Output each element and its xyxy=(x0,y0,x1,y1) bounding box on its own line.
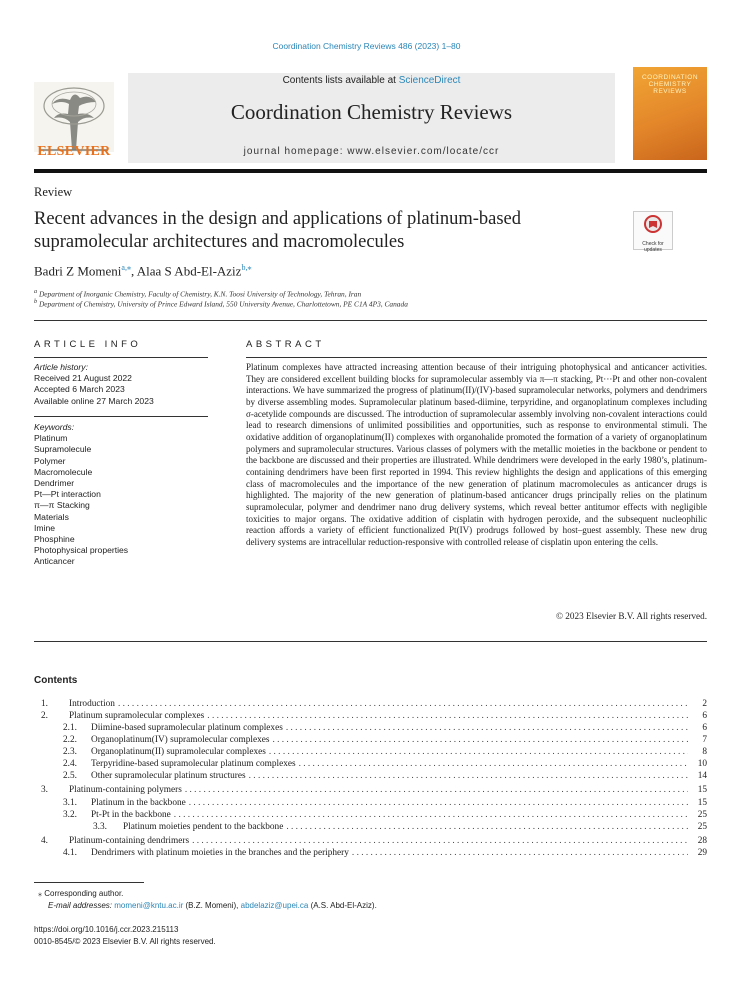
toc-row[interactable] xyxy=(34,699,707,711)
toc-number: 2.3. xyxy=(63,747,77,757)
contents-available-line xyxy=(128,75,615,86)
toc-title: Organoplatinum(IV) supramolecular complexes xyxy=(91,735,270,745)
corresponding-author-note: ⁎ Corresponding author. xyxy=(38,889,124,898)
toc-page: 6 xyxy=(702,723,707,733)
abstract-end-rule xyxy=(34,641,707,642)
keyword: Phosphine xyxy=(34,534,75,545)
toc-number: 3. xyxy=(41,785,48,795)
toc-row[interactable] xyxy=(34,771,707,783)
toc-page: 6 xyxy=(702,711,707,721)
email-label: E-mail addresses: xyxy=(48,901,115,910)
author-line xyxy=(34,263,251,279)
toc-number: 2. xyxy=(41,711,48,721)
cover-title: COORDINATION CHEMISTRY REVIEWS xyxy=(641,74,699,95)
toc-leader xyxy=(185,785,688,795)
abstract-rule xyxy=(246,357,707,358)
toc-leader xyxy=(352,848,688,858)
toc-page: 2 xyxy=(702,699,707,709)
doi-link[interactable]: https://doi.org/10.1016/j.ccr.2023.215113 xyxy=(34,925,179,934)
toc-number: 4. xyxy=(41,836,48,846)
toc-number: 1. xyxy=(41,699,48,709)
keywords-label: Keywords: xyxy=(34,422,75,432)
toc-number: 3.1. xyxy=(63,798,77,808)
toc-page: 28 xyxy=(697,836,707,846)
toc-title: Introduction xyxy=(69,699,115,709)
author-abd-el-aziz: Alaa S Abd-El-Aziz xyxy=(136,263,242,279)
email-abdelaziz-name: (A.S. Abd-El-Aziz). xyxy=(308,901,377,910)
author-momeni-affil[interactable]: a,⁎ xyxy=(121,263,131,272)
toc-title: Organoplatinum(II) supramolecular complexes xyxy=(91,747,266,757)
toc-title: Platinum-containing polymers xyxy=(69,785,182,795)
abstract-copyright: © 2023 Elsevier B.V. All rights reserved. xyxy=(556,611,707,621)
journal-title: Coordination Chemistry Reviews xyxy=(230,100,513,124)
keyword: Macromolecule xyxy=(34,466,93,477)
homepage-prefix: journal homepage: xyxy=(243,146,348,157)
keyword: Polymer xyxy=(34,455,66,466)
toc-number: 2.4. xyxy=(63,759,77,769)
toc-row[interactable] xyxy=(34,711,707,723)
toc-leader xyxy=(286,822,688,832)
keyword: Materials xyxy=(34,511,69,522)
header-rule xyxy=(34,169,707,173)
toc-leader xyxy=(286,723,688,733)
toc-leader xyxy=(299,759,688,769)
toc-title: Platinum-containing dendrimers xyxy=(69,836,190,846)
toc-page: 7 xyxy=(702,735,707,745)
online-date: Available online 27 March 2023 xyxy=(34,395,154,406)
email-abdelaziz-link[interactable]: abdelaziz@upei.ca xyxy=(240,901,309,910)
affiliation-a-sup: a xyxy=(34,289,38,295)
abstract-text: Platinum complexes have attracted increasing attention because of their intriguing photophysical and anticancer activities. They are considered excellent building blocks for supramolecular assembly via π—π stacking, Pt···Pt and other non-covalent interactions. We have summarized the progress of platinum(II)/(IV)-based supramolecular networks, polymers and dendrimers by diverse assembling modes. Supramolecular platinum based-diimine, terpyridine, and organoplatinum complexes including σ-acetylide compounds are discussed. The introduction of supramolecular assembly involving non-covalent interactions could lead to research dimensions of unlimited possibilities and opportunities, such as response to environmental stimuli. The oxidative addition of organoplatinum(II) complexes with organohalide promoted the formation of a variety of organoplatinum polymers and supramolecular structures. Various classes of polymers with the metallic moieties in the backbone or pendent to the backbone are discussed and their properties are illustrated. While dendrimers were developed in the early 1980’s, platinum-containing dendrimers have been first reported in 1994. This review highlights the design and applications of this emerging class of macromolecules and the importance of the new generation of platinum macromolecules as anticancer drugs is highlighted. The majority of the new generation of platinum-based anticancer drugs principally relies on the platinum supramolecular, polymer and dendrimer nano drug delivery systems, which reveal better antitumor effects with negligible toxicities to major organs. The oxidative addition of cisplatin with hydrogen peroxide, and the subsequent nucleophilic reaction affords a variety of efficient functionalized Pt(IV) prodrugs followed by host–guest assembly. These new drug delivery systems are intracellular reduction-responsive with controlled release of cisplatin upon entering the cells. xyxy=(246,362,707,547)
title-block-rule xyxy=(34,320,707,321)
footnote-rule xyxy=(34,882,144,883)
author-abd-el-aziz-affil[interactable]: b,⁎ xyxy=(241,263,252,272)
toc-row[interactable] xyxy=(34,759,707,771)
toc-leader xyxy=(189,798,688,808)
article-type: Review xyxy=(34,185,73,199)
toc-number: 4.1. xyxy=(63,848,77,858)
email-momeni-link[interactable]: momeni@kntu.ac.ir xyxy=(114,901,184,910)
toc-row[interactable] xyxy=(34,723,707,735)
article-info-heading: ARTICLE INFO xyxy=(34,339,142,350)
keyword: Platinum xyxy=(34,433,68,444)
keyword: Imine xyxy=(34,522,56,533)
email-line xyxy=(48,901,377,910)
toc-page: 29 xyxy=(697,848,707,858)
toc-leader xyxy=(118,699,688,709)
toc-number: 3.3. xyxy=(93,822,107,832)
contents-heading: Contents xyxy=(34,675,78,686)
check-updates-label: Check for updates xyxy=(642,241,664,253)
toc-leader xyxy=(249,771,688,781)
toc-title: Diimine-based supramolecular platinum complexes xyxy=(91,723,283,733)
affiliation-b-sup: b xyxy=(34,299,38,305)
toc-number: 2.2. xyxy=(63,735,77,745)
affiliation-a-text: Department of Inorganic Chemistry, Faculty of Chemistry, K.N. Toosi University of Technology, Tehran, Iran xyxy=(38,289,362,299)
toc-number: 2.5. xyxy=(63,771,77,781)
issn-line: 0010-8545/© 2023 Elsevier B.V. All rights reserved. xyxy=(34,937,216,946)
toc-row[interactable] xyxy=(34,810,707,822)
publisher-wordmark: ELSEVIER xyxy=(37,144,111,159)
toc-leader xyxy=(269,747,688,757)
toc-page: 14 xyxy=(697,771,707,781)
toc-leader xyxy=(272,735,688,745)
toc-title: Platinum moieties pendent to the backbone xyxy=(123,822,284,832)
toc-page: 8 xyxy=(702,747,707,757)
toc-row[interactable] xyxy=(34,836,707,848)
keywords-rule xyxy=(34,416,208,417)
email-momeni-name: (B.Z. Momeni), xyxy=(183,901,241,910)
toc-row[interactable] xyxy=(34,747,707,759)
affiliation-b xyxy=(34,299,408,308)
received-date: Received 21 August 2022 xyxy=(34,373,132,384)
toc-page: 25 xyxy=(697,810,707,820)
toc-leader xyxy=(192,836,688,846)
journal-citation[interactable]: Coordination Chemistry Reviews 486 (2023) 1–80 xyxy=(272,41,461,51)
keyword: π—π Stacking xyxy=(34,500,90,511)
toc-leader xyxy=(207,711,688,721)
abstract-heading: ABSTRACT xyxy=(246,339,325,350)
toc-page: 10 xyxy=(697,759,707,769)
article-history xyxy=(34,362,208,407)
toc-title: Dendrimers with platinum moieties in the branches and the periphery xyxy=(91,848,349,858)
contents-prefix: Contents lists available at xyxy=(282,75,399,86)
check-for-updates-badge[interactable] xyxy=(633,211,673,253)
homepage-link[interactable]: www.elsevier.com/locate/ccr xyxy=(347,146,500,157)
toc-title: Other supramolecular platinum structures xyxy=(91,771,246,781)
keywords-block xyxy=(34,422,208,568)
article-info-rule xyxy=(34,357,208,358)
keyword: Anticancer xyxy=(34,556,75,567)
toc-title: Platinum supramolecular complexes xyxy=(69,711,205,721)
sciencedirect-link[interactable]: ScienceDirect xyxy=(398,75,461,86)
toc-number: 3.2. xyxy=(63,810,77,820)
toc-title: Terpyridine-based supramolecular platinum complexes xyxy=(91,759,296,769)
accepted-date: Accepted 6 March 2023 xyxy=(34,384,125,395)
keyword: Supramolecule xyxy=(34,444,92,455)
toc-row[interactable] xyxy=(34,798,707,810)
author-momeni: Badri Z Momeni xyxy=(34,263,122,279)
keyword: Photophysical properties xyxy=(34,545,129,556)
toc-row[interactable] xyxy=(34,735,707,747)
toc-title: Platinum in the backbone xyxy=(91,798,186,808)
toc-leader xyxy=(174,810,688,820)
toc-number: 2.1. xyxy=(63,723,77,733)
keyword: Dendrimer xyxy=(34,478,75,489)
history-label: Article history: xyxy=(34,362,88,372)
affiliation-a xyxy=(34,289,361,298)
check-updates-icon xyxy=(634,212,672,236)
toc-page: 15 xyxy=(697,798,707,808)
article-title: Recent advances in the design and applications of platinum-based supramolecular architectures and macromolecules xyxy=(34,209,522,252)
toc-row[interactable] xyxy=(34,785,707,797)
toc-page: 25 xyxy=(697,822,707,832)
journal-homepage-line xyxy=(128,146,615,157)
toc-title: Pt-Pt in the backbone xyxy=(91,810,171,820)
toc-row[interactable] xyxy=(34,848,707,860)
keyword: Pt—Pt interaction xyxy=(34,489,101,500)
toc-row[interactable] xyxy=(34,822,707,834)
toc-page: 15 xyxy=(697,785,707,795)
affiliation-b-text: Department of Chemistry, University of Prince Edward Island, 550 University Avenue, Charlottetown, PE C1A 4P3, Canada xyxy=(38,299,408,309)
author-separator: , xyxy=(130,263,137,279)
